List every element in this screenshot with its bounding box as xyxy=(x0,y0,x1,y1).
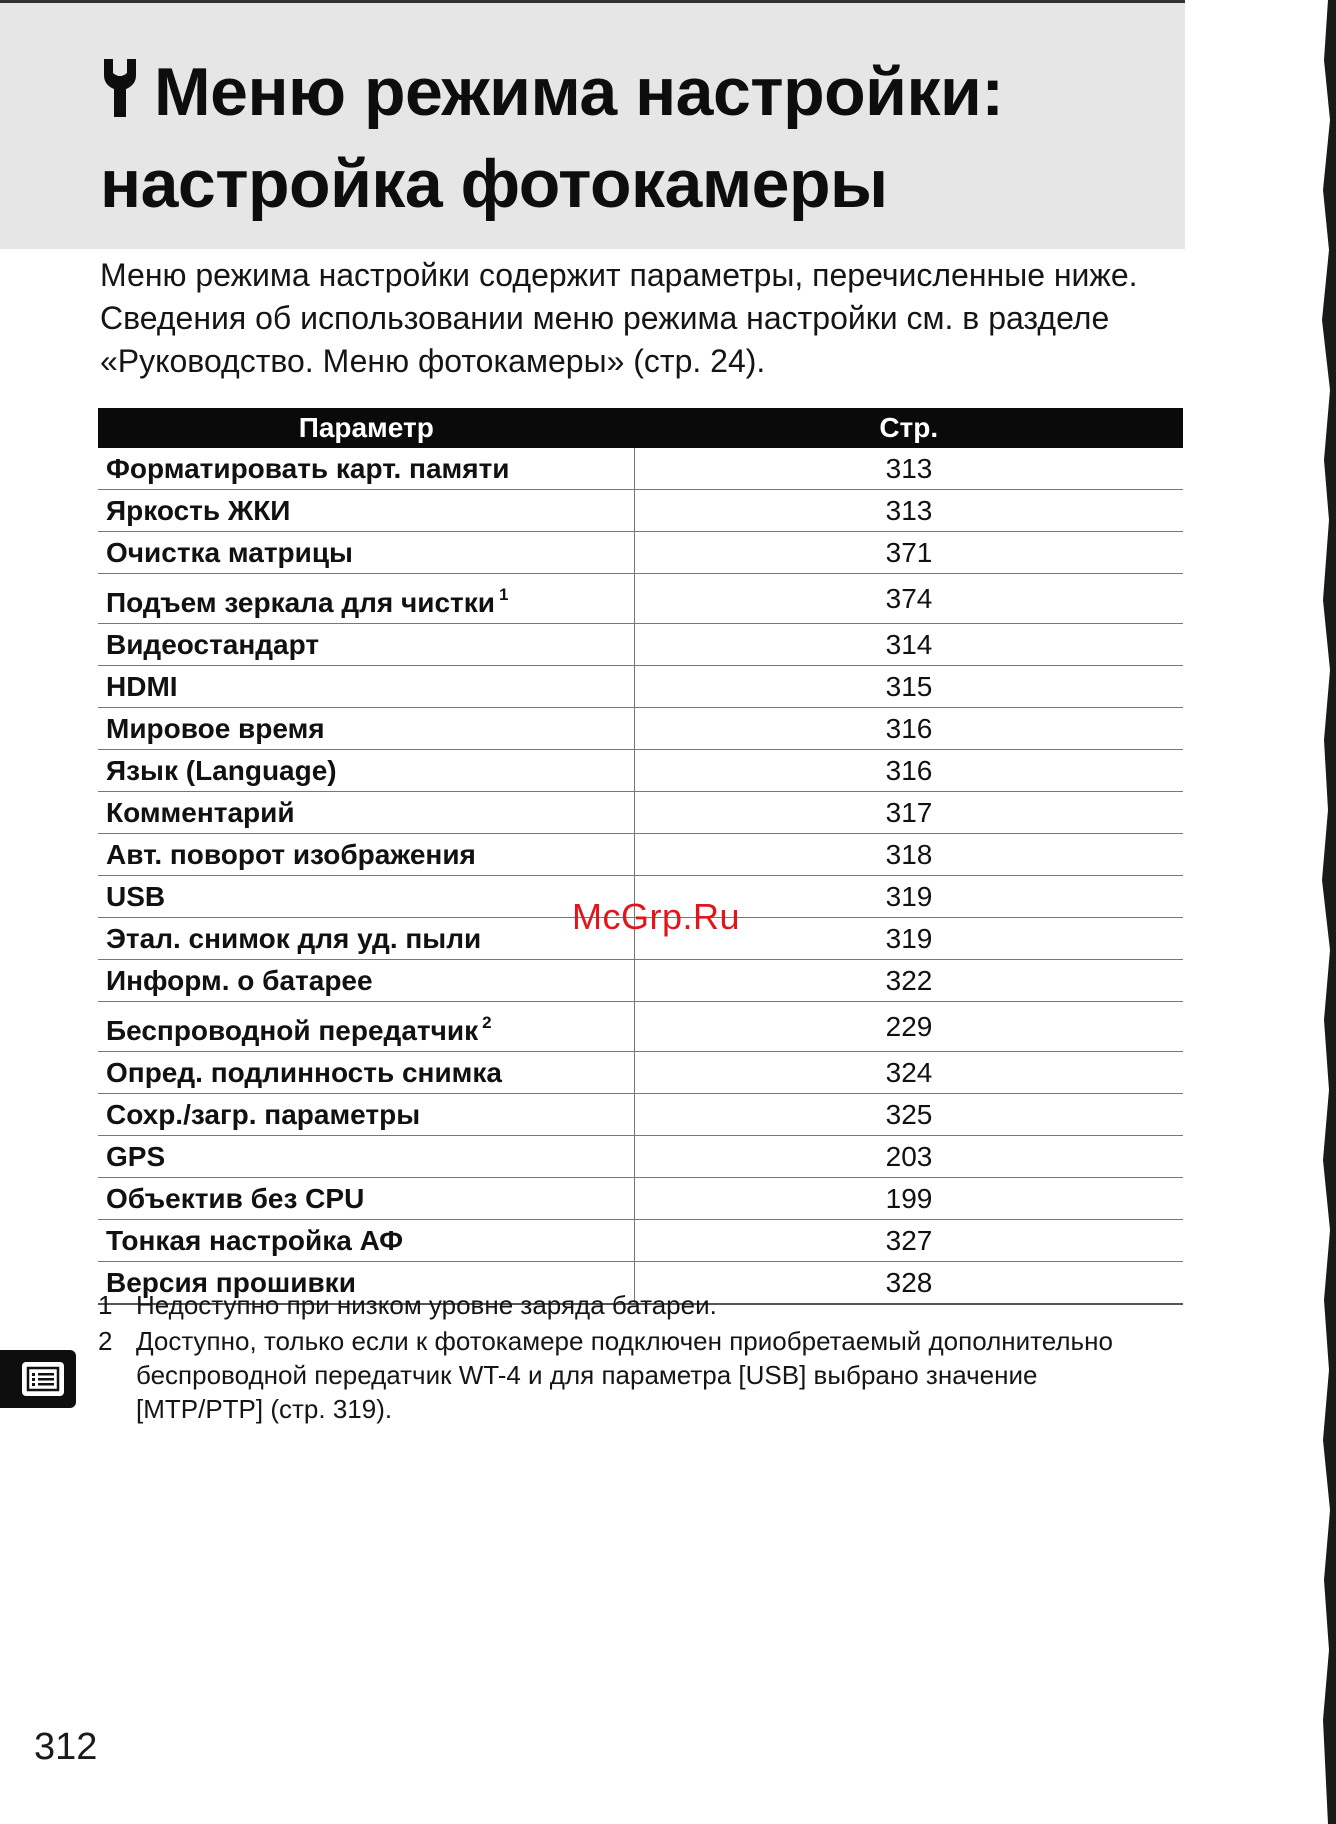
table-row xyxy=(98,574,1183,624)
table-row xyxy=(98,1052,1183,1094)
parameter-name xyxy=(98,792,635,834)
title-line-1: Меню режима настройки: xyxy=(154,54,1004,130)
parameter-name xyxy=(98,918,635,960)
parameter-label: Форматировать карт. памяти xyxy=(106,453,510,484)
parameter-name xyxy=(98,666,635,708)
table-row xyxy=(98,1002,1183,1052)
parameter-name xyxy=(98,448,635,490)
parameter-label: Объектив без CPU xyxy=(106,1183,365,1214)
parameter-name xyxy=(98,960,635,1002)
parameter-name xyxy=(98,750,635,792)
watermark: McGrp.Ru xyxy=(572,896,741,937)
page-reference: 319 xyxy=(635,918,1184,960)
table-row xyxy=(98,1094,1183,1136)
section-tab[interactable] xyxy=(0,1350,76,1408)
page-reference: 325 xyxy=(635,1094,1184,1136)
parameter-name xyxy=(98,490,635,532)
column-header-parameter: Параметр xyxy=(98,408,635,448)
page-reference: 327 xyxy=(635,1220,1184,1262)
page-reference: 203 xyxy=(635,1136,1184,1178)
table-row xyxy=(98,1178,1183,1220)
parameter-name xyxy=(98,574,635,624)
parameter-label: Версия прошивки xyxy=(106,1267,356,1298)
table-row xyxy=(98,834,1183,876)
page-reference: 322 xyxy=(635,960,1184,1002)
table-header-row xyxy=(98,408,1183,448)
table-row xyxy=(98,1220,1183,1262)
parameter-name xyxy=(98,1002,635,1052)
page-reference: 316 xyxy=(635,708,1184,750)
parameter-label: Мировое время xyxy=(106,713,325,744)
parameter-label: USB xyxy=(106,881,166,912)
page-reference: 324 xyxy=(635,1052,1184,1094)
page-reference: 313 xyxy=(635,490,1184,532)
parameter-label: GPS xyxy=(106,1141,166,1172)
footnote-marker: 2 xyxy=(482,1013,492,1032)
page-reference: 328 xyxy=(635,1262,1184,1305)
footnote-text: Недоступно при низком уровне заряда батареи. xyxy=(136,1290,717,1320)
parameter-label: Информ. о батарее xyxy=(106,965,373,996)
table-row xyxy=(98,750,1183,792)
parameter-label: Опред. подлинность снимка xyxy=(106,1057,502,1088)
table-row xyxy=(98,1136,1183,1178)
parameter-name xyxy=(98,1094,635,1136)
parameter-label: Подъем зеркала для чистки xyxy=(106,587,495,618)
parameter-name xyxy=(98,834,635,876)
settings-table xyxy=(98,408,1183,1305)
parameter-label: Беспроводной передатчик xyxy=(106,1015,479,1046)
page-reference: 371 xyxy=(635,532,1184,574)
footnote-text: Доступно, только если к фотокамере подключен приобретаемый дополнительно беспроводной передатчик WT-4 и для параметра [USB] выбрано значение [MTP/PTP] (стр. 319). xyxy=(136,1326,1113,1424)
table-row xyxy=(98,624,1183,666)
footnote-marker: 1 xyxy=(498,585,509,604)
parameter-label: Этал. снимок для уд. пыли xyxy=(106,923,482,954)
title-line-2: настройка фотокамеры xyxy=(100,146,888,222)
footnote xyxy=(98,1288,1158,1322)
parameter-label: Авт. поворот изображения xyxy=(106,839,476,870)
parameter-label: Сохр./загр. параметры xyxy=(106,1099,421,1130)
parameter-label: Видеостандарт xyxy=(106,629,320,660)
menu-list-icon xyxy=(22,1362,64,1396)
page-reference: 315 xyxy=(635,666,1184,708)
parameter-name xyxy=(98,1178,635,1220)
parameter-label: Комментарий xyxy=(106,797,295,828)
page-number: 312 xyxy=(34,1726,98,1768)
parameter-label: Язык (Language) xyxy=(106,755,337,786)
page-reference: 319 xyxy=(635,876,1184,918)
torn-page-edge xyxy=(1318,0,1336,1824)
parameter-name xyxy=(98,532,635,574)
parameter-name xyxy=(98,1052,635,1094)
page-reference: 314 xyxy=(635,624,1184,666)
table-row xyxy=(98,490,1183,532)
footnotes xyxy=(98,1288,1158,1428)
parameter-label: Тонкая настройка АФ xyxy=(106,1225,404,1256)
parameter-name xyxy=(98,1220,635,1262)
page-reference: 374 xyxy=(635,574,1184,624)
parameter-label: HDMI xyxy=(106,671,178,702)
page-reference: 229 xyxy=(635,1002,1184,1052)
parameter-name xyxy=(98,708,635,750)
parameter-label: Очистка матрицы xyxy=(106,537,353,568)
table-row xyxy=(98,792,1183,834)
footnote-number: 2 xyxy=(98,1326,113,1356)
parameter-name xyxy=(98,624,635,666)
parameter-name xyxy=(98,876,635,918)
footnote xyxy=(98,1324,1158,1426)
footnote-number: 1 xyxy=(98,1290,113,1320)
column-header-page: Стр. xyxy=(635,408,1184,448)
table-row xyxy=(98,666,1183,708)
wrench-icon xyxy=(100,52,140,140)
table-row xyxy=(98,708,1183,750)
intro-paragraph: Меню режима настройки содержит параметры, перечисленные ниже. Сведения об использовании меню режима настройки см. в разделе «Руководство. Меню фотокамеры» (стр. 24). xyxy=(100,257,1138,379)
table-row xyxy=(98,448,1183,490)
page-reference: 316 xyxy=(635,750,1184,792)
table-row xyxy=(98,532,1183,574)
page-reference: 317 xyxy=(635,792,1184,834)
parameter-label: Яркость ЖКИ xyxy=(106,495,291,526)
page-reference: 199 xyxy=(635,1178,1184,1220)
page-title xyxy=(100,48,1003,228)
table-row xyxy=(98,960,1183,1002)
page-reference: 318 xyxy=(635,834,1184,876)
page-reference: 313 xyxy=(635,448,1184,490)
parameter-name xyxy=(98,1136,635,1178)
